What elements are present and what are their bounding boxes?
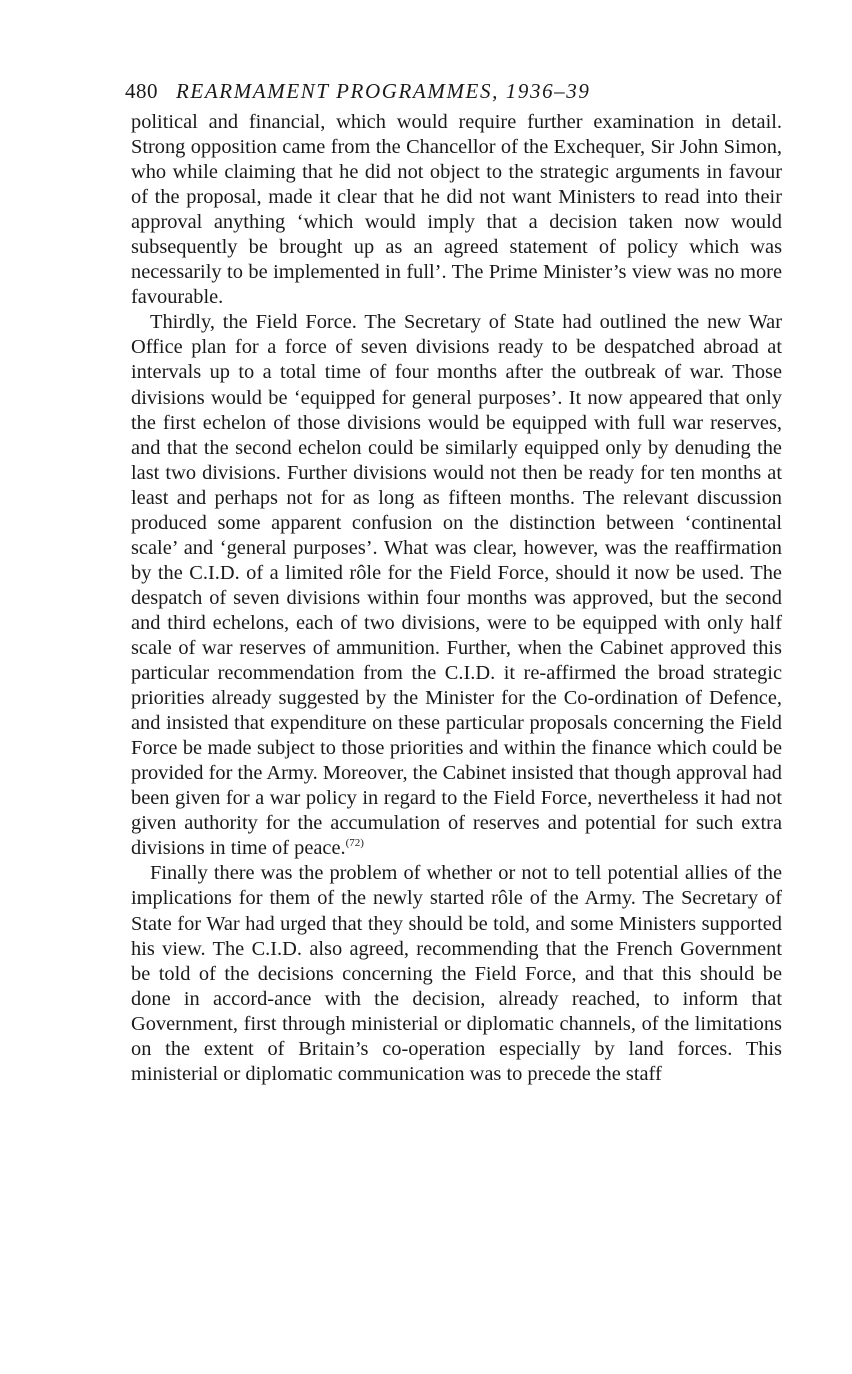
- paragraph-potential-allies: [131, 861, 782, 1086]
- running-title: REARMAMENT PROGRAMMES, 1936–39: [176, 79, 591, 103]
- paragraph-text: Finally there was the problem of whether or not to tell potential allies of the implications for them of the newly started rôle of the Army. The Secretary of State for War had urged that they should be told, and some Ministers supported his view. The C.I.D. also agreed, recommending that the French Government be told of the decisions concerning the Field Force, and that this should be done in accord-ance with the decision, already reached, to inform that Government, first through ministerial or diplomatic channels, of the limitations on the extent of Britain’s co-operation especially by land forces. This ministerial or diplomatic communication was to precede the staff: [131, 862, 782, 1085]
- paragraph-field-force: [131, 310, 782, 861]
- footnote-reference: (72): [345, 837, 364, 850]
- running-head: [125, 78, 782, 110]
- book-page: [125, 78, 782, 1087]
- paragraph-text: political and financial, which would require further examination in detail. Strong opposition came from the Chancellor of the Exchequer, Sir John Simon, who while claiming that he did not object to the strategic arguments in favour of the proposal, made it clear that he did not want Ministers to read into their approval anything ‘which would imply that a decision taken now would subsequently be brought up as an agreed statement of policy which was necessarily to be implemented in full’. The Prime Minister’s view was no more favourable.: [131, 111, 782, 309]
- paragraph-text: Thirdly, the Field Force. The Secretary of State had outlined the new War Office plan for a force of seven divisions ready to be despatched abroad at intervals up to a total time of four months after the outbreak of war. Those divisions would be ‘equipped for general purposes’. It now appeared that only the first echelon of those divisions would be equipped with full war reserves, and that the second echelon could be similarly equipped only by denuding the last two divisions. Further divisions would not then be ready for ten months at least and perhaps not for as long as fifteen months. The relevant discussion produced some apparent confusion on the distinction between ‘continental scale’ and ‘general purposes’. What was clear, however, was the reaffirmation by the C.I.D. of a limited rôle for the Field Force, should it now be used. The despatch of seven divisions within four months was approved, but the second and third echelons, each of two divisions, were to be equipped with only half scale of war reserves of ammunition. Further, when the Cabinet approved this particular recommendation from the C.I.D. it re-affirmed the broad strategic priorities already suggested by the Minister for the Co-ordination of Defence, and insisted that expenditure on these particular proposals concerning the Field Force be made subject to those priorities and within the finance which could be provided for the Army. Moreover, the Cabinet insisted that though approval had been given for a war policy in regard to the Field Force, nevertheless it had not given authority for the accumulation of reserves and potential for such extra divisions in time of peace.: [131, 311, 782, 860]
- page-number: 480: [125, 79, 158, 103]
- body-text: [131, 110, 782, 1087]
- paragraph-continuation: [131, 110, 782, 310]
